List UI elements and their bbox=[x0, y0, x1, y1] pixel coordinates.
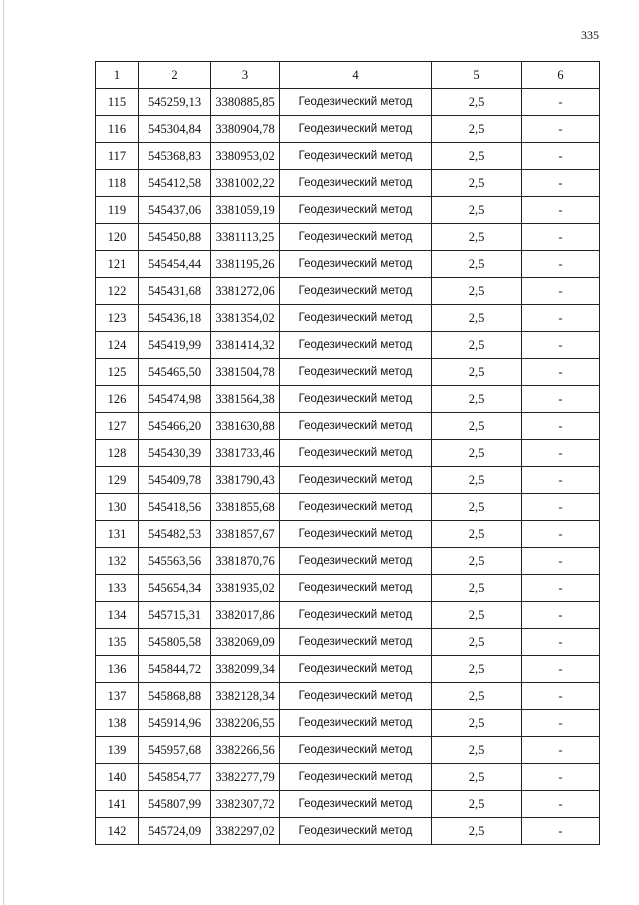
accuracy-cell: 2,5 bbox=[432, 116, 522, 143]
point-number-cell: 142 bbox=[96, 818, 139, 845]
x-coordinate-cell: 545412,58 bbox=[139, 170, 211, 197]
point-number-cell: 137 bbox=[96, 683, 139, 710]
x-coordinate-cell: 545957,68 bbox=[139, 737, 211, 764]
accuracy-cell: 2,5 bbox=[432, 89, 522, 116]
point-number-cell: 139 bbox=[96, 737, 139, 764]
y-coordinate-cell: 3381354,02 bbox=[211, 305, 280, 332]
note-cell: - bbox=[522, 278, 600, 305]
x-coordinate-cell: 545482,53 bbox=[139, 521, 211, 548]
y-coordinate-cell: 3381504,78 bbox=[211, 359, 280, 386]
note-cell: - bbox=[522, 575, 600, 602]
point-number-cell: 127 bbox=[96, 413, 139, 440]
accuracy-cell: 2,5 bbox=[432, 791, 522, 818]
accuracy-cell: 2,5 bbox=[432, 737, 522, 764]
method-cell: Геодезический метод bbox=[280, 602, 432, 629]
coordinates-table bbox=[95, 61, 600, 845]
point-number-cell: 118 bbox=[96, 170, 139, 197]
accuracy-cell: 2,5 bbox=[432, 683, 522, 710]
method-cell: Геодезический метод bbox=[280, 197, 432, 224]
point-number-cell: 132 bbox=[96, 548, 139, 575]
x-coordinate-cell: 545474,98 bbox=[139, 386, 211, 413]
y-coordinate-cell: 3382017,86 bbox=[211, 602, 280, 629]
y-coordinate-cell: 3381414,32 bbox=[211, 332, 280, 359]
method-cell: Геодезический метод bbox=[280, 305, 432, 332]
x-coordinate-cell: 545715,31 bbox=[139, 602, 211, 629]
note-cell: - bbox=[522, 710, 600, 737]
note-cell: - bbox=[522, 305, 600, 332]
method-cell: Геодезический метод bbox=[280, 251, 432, 278]
table-row bbox=[96, 251, 600, 278]
point-number-cell: 125 bbox=[96, 359, 139, 386]
point-number-cell: 134 bbox=[96, 602, 139, 629]
note-cell: - bbox=[522, 143, 600, 170]
x-coordinate-cell: 545654,34 bbox=[139, 575, 211, 602]
y-coordinate-cell: 3381113,25 bbox=[211, 224, 280, 251]
method-cell: Геодезический метод bbox=[280, 278, 432, 305]
x-coordinate-cell: 545914,96 bbox=[139, 710, 211, 737]
method-cell: Геодезический метод bbox=[280, 683, 432, 710]
accuracy-cell: 2,5 bbox=[432, 575, 522, 602]
note-cell: - bbox=[522, 116, 600, 143]
note-cell: - bbox=[522, 602, 600, 629]
accuracy-cell: 2,5 bbox=[432, 386, 522, 413]
table-row bbox=[96, 710, 600, 737]
x-coordinate-cell: 545430,39 bbox=[139, 440, 211, 467]
table-row bbox=[96, 737, 600, 764]
accuracy-cell: 2,5 bbox=[432, 494, 522, 521]
method-cell: Геодезический метод bbox=[280, 629, 432, 656]
note-cell: - bbox=[522, 791, 600, 818]
column-header: 3 bbox=[211, 62, 280, 89]
table-row bbox=[96, 467, 600, 494]
y-coordinate-cell: 3382128,34 bbox=[211, 683, 280, 710]
note-cell: - bbox=[522, 548, 600, 575]
accuracy-cell: 2,5 bbox=[432, 548, 522, 575]
point-number-cell: 135 bbox=[96, 629, 139, 656]
point-number-cell: 123 bbox=[96, 305, 139, 332]
method-cell: Геодезический метод bbox=[280, 656, 432, 683]
point-number-cell: 119 bbox=[96, 197, 139, 224]
y-coordinate-cell: 3381002,22 bbox=[211, 170, 280, 197]
table-row bbox=[96, 332, 600, 359]
table-row bbox=[96, 791, 600, 818]
table-row bbox=[96, 521, 600, 548]
y-coordinate-cell: 3381195,26 bbox=[211, 251, 280, 278]
point-number-cell: 133 bbox=[96, 575, 139, 602]
note-cell: - bbox=[522, 170, 600, 197]
accuracy-cell: 2,5 bbox=[432, 656, 522, 683]
y-coordinate-cell: 3381272,06 bbox=[211, 278, 280, 305]
method-cell: Геодезический метод bbox=[280, 494, 432, 521]
table-row bbox=[96, 656, 600, 683]
y-coordinate-cell: 3380885,85 bbox=[211, 89, 280, 116]
accuracy-cell: 2,5 bbox=[432, 710, 522, 737]
table-row bbox=[96, 764, 600, 791]
table-row bbox=[96, 170, 600, 197]
y-coordinate-cell: 3382297,02 bbox=[211, 818, 280, 845]
point-number-cell: 136 bbox=[96, 656, 139, 683]
table-row bbox=[96, 413, 600, 440]
table-row bbox=[96, 386, 600, 413]
point-number-cell: 116 bbox=[96, 116, 139, 143]
method-cell: Геодезический метод bbox=[280, 548, 432, 575]
accuracy-cell: 2,5 bbox=[432, 764, 522, 791]
table-body bbox=[96, 89, 600, 845]
table-row bbox=[96, 305, 600, 332]
y-coordinate-cell: 3382206,55 bbox=[211, 710, 280, 737]
accuracy-cell: 2,5 bbox=[432, 278, 522, 305]
accuracy-cell: 2,5 bbox=[432, 197, 522, 224]
table-header-row bbox=[96, 62, 600, 89]
x-coordinate-cell: 545454,44 bbox=[139, 251, 211, 278]
x-coordinate-cell: 545437,06 bbox=[139, 197, 211, 224]
table-row bbox=[96, 818, 600, 845]
table-row bbox=[96, 143, 600, 170]
method-cell: Геодезический метод bbox=[280, 116, 432, 143]
y-coordinate-cell: 3381564,38 bbox=[211, 386, 280, 413]
method-cell: Геодезический метод bbox=[280, 467, 432, 494]
y-coordinate-cell: 3382266,56 bbox=[211, 737, 280, 764]
method-cell: Геодезический метод bbox=[280, 332, 432, 359]
y-coordinate-cell: 3382307,72 bbox=[211, 791, 280, 818]
method-cell: Геодезический метод bbox=[280, 413, 432, 440]
accuracy-cell: 2,5 bbox=[432, 170, 522, 197]
y-coordinate-cell: 3380953,02 bbox=[211, 143, 280, 170]
y-coordinate-cell: 3381059,19 bbox=[211, 197, 280, 224]
table-row bbox=[96, 629, 600, 656]
accuracy-cell: 2,5 bbox=[432, 224, 522, 251]
x-coordinate-cell: 545854,77 bbox=[139, 764, 211, 791]
accuracy-cell: 2,5 bbox=[432, 440, 522, 467]
point-number-cell: 131 bbox=[96, 521, 139, 548]
x-coordinate-cell: 545724,09 bbox=[139, 818, 211, 845]
method-cell: Геодезический метод bbox=[280, 764, 432, 791]
x-coordinate-cell: 545368,83 bbox=[139, 143, 211, 170]
y-coordinate-cell: 3381855,68 bbox=[211, 494, 280, 521]
method-cell: Геодезический метод bbox=[280, 143, 432, 170]
note-cell: - bbox=[522, 224, 600, 251]
x-coordinate-cell: 545419,99 bbox=[139, 332, 211, 359]
note-cell: - bbox=[522, 629, 600, 656]
method-cell: Геодезический метод bbox=[280, 791, 432, 818]
table-row bbox=[96, 602, 600, 629]
table-row bbox=[96, 359, 600, 386]
method-cell: Геодезический метод bbox=[280, 440, 432, 467]
y-coordinate-cell: 3381733,46 bbox=[211, 440, 280, 467]
note-cell: - bbox=[522, 764, 600, 791]
method-cell: Геодезический метод bbox=[280, 89, 432, 116]
x-coordinate-cell: 545868,88 bbox=[139, 683, 211, 710]
point-number-cell: 121 bbox=[96, 251, 139, 278]
column-header: 5 bbox=[432, 62, 522, 89]
point-number-cell: 120 bbox=[96, 224, 139, 251]
table-row bbox=[96, 89, 600, 116]
point-number-cell: 117 bbox=[96, 143, 139, 170]
note-cell: - bbox=[522, 386, 600, 413]
note-cell: - bbox=[522, 89, 600, 116]
table-row bbox=[96, 278, 600, 305]
x-coordinate-cell: 545844,72 bbox=[139, 656, 211, 683]
accuracy-cell: 2,5 bbox=[432, 305, 522, 332]
column-header: 4 bbox=[280, 62, 432, 89]
point-number-cell: 115 bbox=[96, 89, 139, 116]
accuracy-cell: 2,5 bbox=[432, 629, 522, 656]
note-cell: - bbox=[522, 737, 600, 764]
method-cell: Геодезический метод bbox=[280, 386, 432, 413]
note-cell: - bbox=[522, 494, 600, 521]
accuracy-cell: 2,5 bbox=[432, 521, 522, 548]
accuracy-cell: 2,5 bbox=[432, 602, 522, 629]
y-coordinate-cell: 3381870,76 bbox=[211, 548, 280, 575]
accuracy-cell: 2,5 bbox=[432, 359, 522, 386]
table-row bbox=[96, 116, 600, 143]
y-coordinate-cell: 3381630,88 bbox=[211, 413, 280, 440]
point-number-cell: 141 bbox=[96, 791, 139, 818]
x-coordinate-cell: 545431,68 bbox=[139, 278, 211, 305]
point-number-cell: 126 bbox=[96, 386, 139, 413]
method-cell: Геодезический метод bbox=[280, 575, 432, 602]
column-header: 2 bbox=[139, 62, 211, 89]
note-cell: - bbox=[522, 359, 600, 386]
note-cell: - bbox=[522, 332, 600, 359]
method-cell: Геодезический метод bbox=[280, 737, 432, 764]
note-cell: - bbox=[522, 656, 600, 683]
x-coordinate-cell: 545409,78 bbox=[139, 467, 211, 494]
point-number-cell: 128 bbox=[96, 440, 139, 467]
table-row bbox=[96, 683, 600, 710]
x-coordinate-cell: 545450,88 bbox=[139, 224, 211, 251]
page-number: 335 bbox=[581, 28, 599, 42]
method-cell: Геодезический метод bbox=[280, 224, 432, 251]
table-row bbox=[96, 548, 600, 575]
note-cell: - bbox=[522, 818, 600, 845]
method-cell: Геодезический метод bbox=[280, 818, 432, 845]
table-row bbox=[96, 224, 600, 251]
point-number-cell: 129 bbox=[96, 467, 139, 494]
point-number-cell: 124 bbox=[96, 332, 139, 359]
x-coordinate-cell: 545466,20 bbox=[139, 413, 211, 440]
accuracy-cell: 2,5 bbox=[432, 818, 522, 845]
table-row bbox=[96, 440, 600, 467]
y-coordinate-cell: 3381857,67 bbox=[211, 521, 280, 548]
y-coordinate-cell: 3382099,34 bbox=[211, 656, 280, 683]
x-coordinate-cell: 545805,58 bbox=[139, 629, 211, 656]
point-number-cell: 138 bbox=[96, 710, 139, 737]
column-header: 6 bbox=[522, 62, 600, 89]
note-cell: - bbox=[522, 440, 600, 467]
x-coordinate-cell: 545465,50 bbox=[139, 359, 211, 386]
x-coordinate-cell: 545304,84 bbox=[139, 116, 211, 143]
method-cell: Геодезический метод bbox=[280, 710, 432, 737]
accuracy-cell: 2,5 bbox=[432, 251, 522, 278]
note-cell: - bbox=[522, 197, 600, 224]
method-cell: Геодезический метод bbox=[280, 521, 432, 548]
point-number-cell: 130 bbox=[96, 494, 139, 521]
table-row bbox=[96, 197, 600, 224]
x-coordinate-cell: 545436,18 bbox=[139, 305, 211, 332]
note-cell: - bbox=[522, 251, 600, 278]
table-row bbox=[96, 575, 600, 602]
table-row bbox=[96, 494, 600, 521]
x-coordinate-cell: 545563,56 bbox=[139, 548, 211, 575]
method-cell: Геодезический метод bbox=[280, 359, 432, 386]
x-coordinate-cell: 545807,99 bbox=[139, 791, 211, 818]
y-coordinate-cell: 3382069,09 bbox=[211, 629, 280, 656]
note-cell: - bbox=[522, 467, 600, 494]
note-cell: - bbox=[522, 413, 600, 440]
point-number-cell: 122 bbox=[96, 278, 139, 305]
accuracy-cell: 2,5 bbox=[432, 332, 522, 359]
column-header: 1 bbox=[96, 62, 139, 89]
note-cell: - bbox=[522, 521, 600, 548]
y-coordinate-cell: 3381790,43 bbox=[211, 467, 280, 494]
note-cell: - bbox=[522, 683, 600, 710]
method-cell: Геодезический метод bbox=[280, 170, 432, 197]
y-coordinate-cell: 3382277,79 bbox=[211, 764, 280, 791]
y-coordinate-cell: 3380904,78 bbox=[211, 116, 280, 143]
accuracy-cell: 2,5 bbox=[432, 143, 522, 170]
page-edge-line bbox=[3, 0, 4, 905]
x-coordinate-cell: 545418,56 bbox=[139, 494, 211, 521]
point-number-cell: 140 bbox=[96, 764, 139, 791]
accuracy-cell: 2,5 bbox=[432, 413, 522, 440]
y-coordinate-cell: 3381935,02 bbox=[211, 575, 280, 602]
accuracy-cell: 2,5 bbox=[432, 467, 522, 494]
x-coordinate-cell: 545259,13 bbox=[139, 89, 211, 116]
